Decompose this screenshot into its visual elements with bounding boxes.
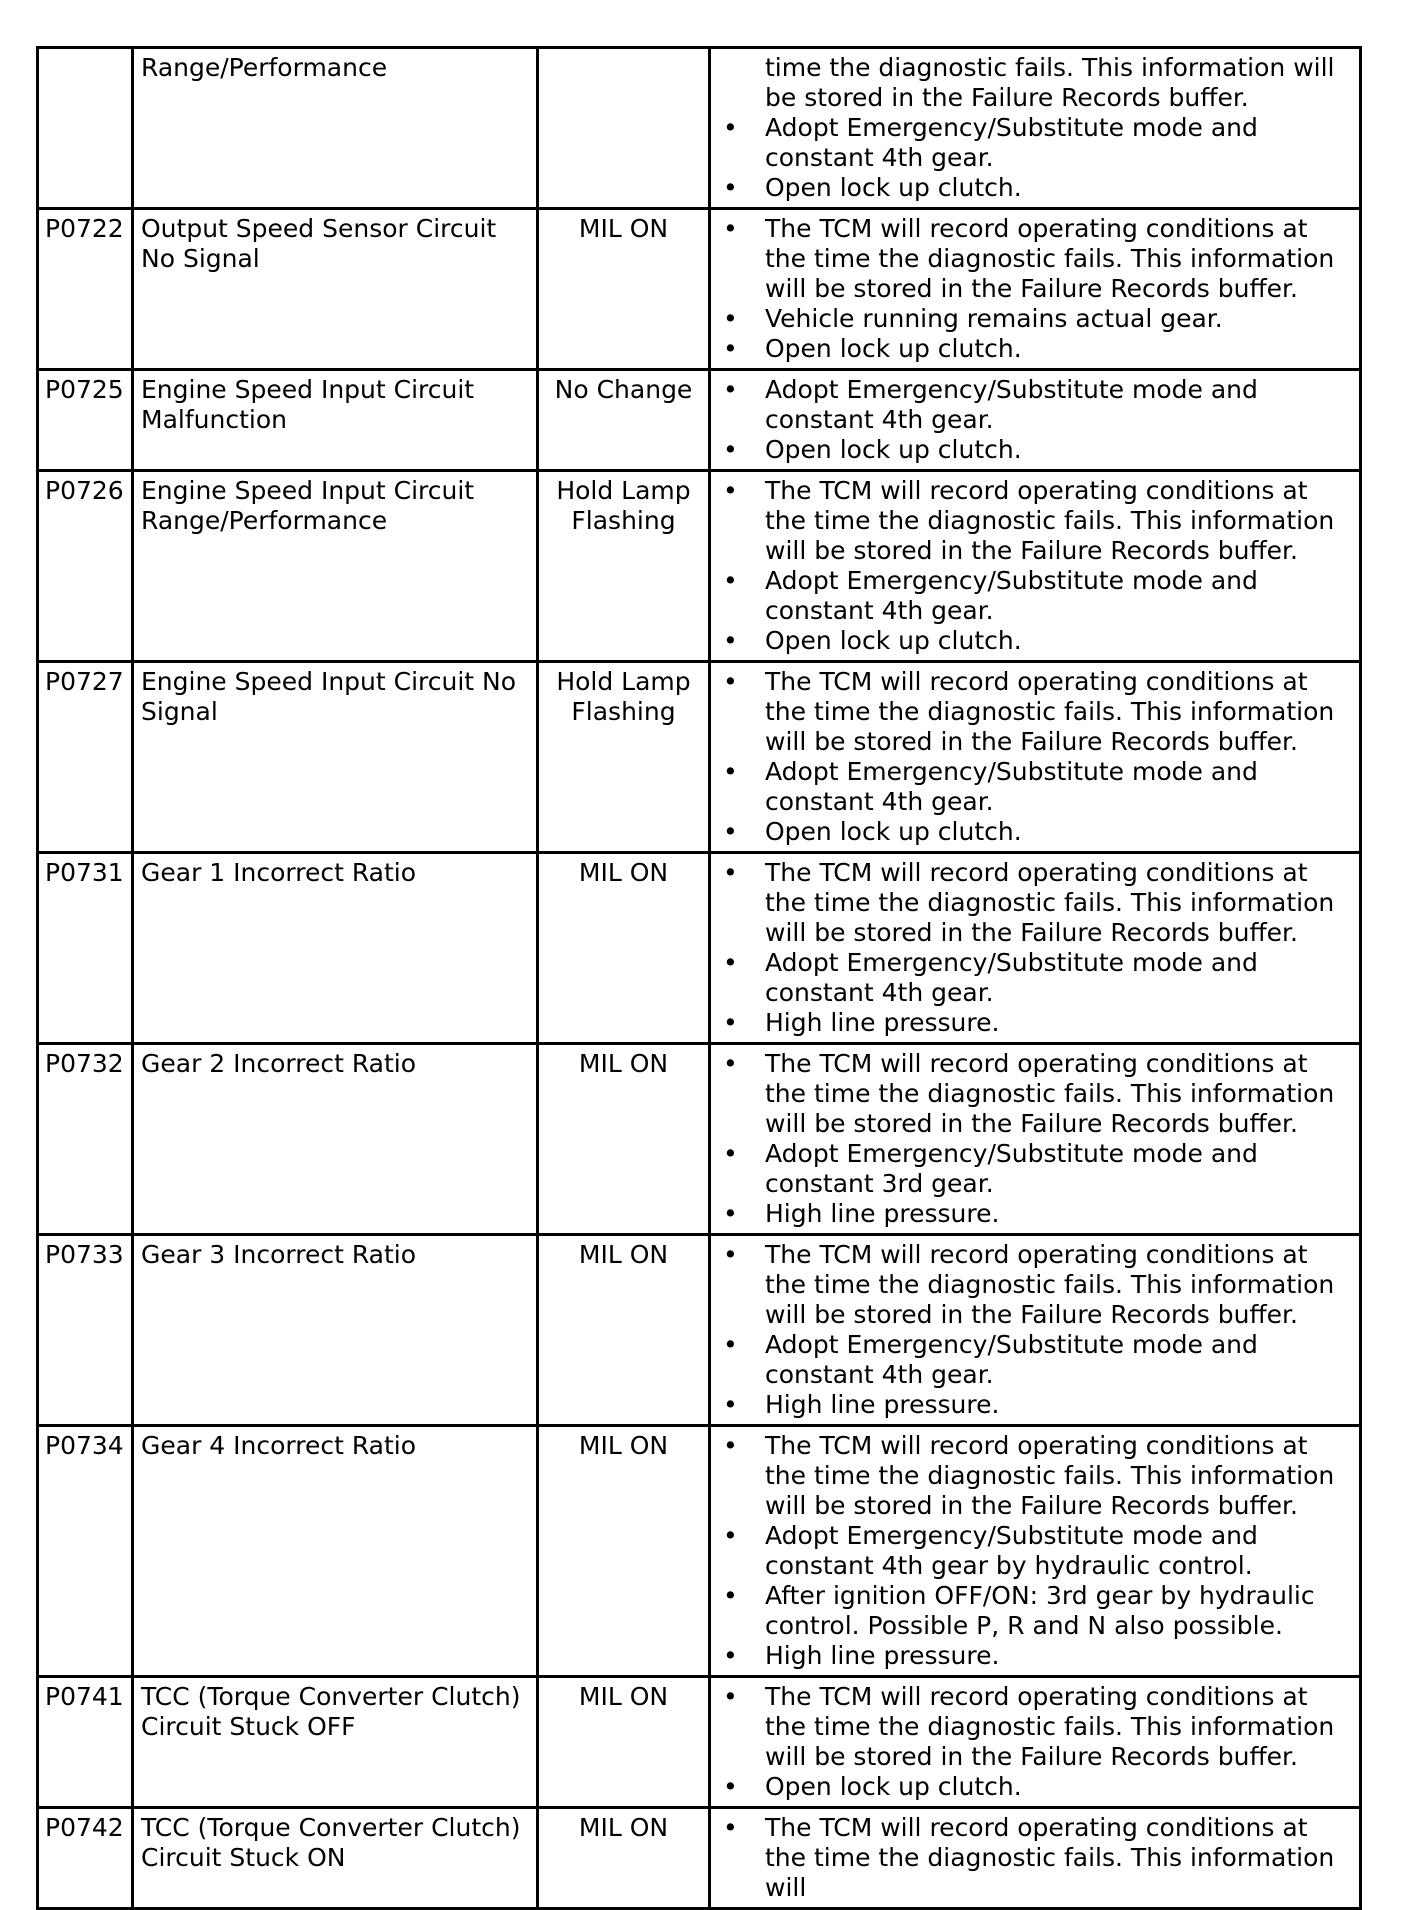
action-item: • The TCM will record operating conditions at the time the diagnostic fails. This information will be stored in the Failure Records buffer.: [719, 858, 1353, 948]
mil-status-cell: [538, 662, 710, 853]
dtc-description-cell: [133, 471, 538, 662]
dtc-description-cell: [133, 1235, 538, 1426]
action-cell: [710, 48, 1361, 209]
table-row: [38, 370, 1361, 471]
action-list: [719, 1682, 1353, 1802]
action-item: • Adopt Emergency/Substitute mode and constant 4th gear.: [719, 113, 1353, 173]
dtc-description-cell: [133, 1044, 538, 1235]
mil-status: No Change: [554, 375, 693, 404]
mil-status: MIL ON: [578, 858, 669, 887]
action-item: • High line pressure.: [719, 1390, 1353, 1420]
dtc-code-cell: [38, 1677, 133, 1808]
mil-status: MIL ON: [578, 1813, 669, 1842]
dtc-code: P0726: [45, 476, 124, 505]
dtc-description: Gear 2 Incorrect Ratio: [141, 1049, 417, 1078]
mil-status: MIL ON: [578, 1240, 669, 1269]
mil-status-cell: [538, 1044, 710, 1235]
dtc-code-cell: [38, 471, 133, 662]
mil-status-cell: [538, 48, 710, 209]
mil-status: MIL ON: [578, 1431, 669, 1460]
action-item: • Adopt Emergency/Substitute mode and constant 3rd gear.: [719, 1139, 1353, 1199]
dtc-code-cell: [38, 1808, 133, 1909]
action-list: [719, 1813, 1353, 1903]
dtc-description: Engine Speed Input Circuit No Signal: [141, 667, 517, 726]
dtc-code-cell: [38, 662, 133, 853]
dtc-code: P0733: [45, 1240, 124, 1269]
action-item: • The TCM will record operating conditions at the time the diagnostic fails. This information will: [719, 1813, 1353, 1903]
action-item: • The TCM will record operating conditions at the time the diagnostic fails. This information will be stored in the Failure Records buffer.: [719, 1682, 1353, 1772]
dtc-description: Gear 3 Incorrect Ratio: [141, 1240, 417, 1269]
dtc-table-body: [38, 48, 1361, 1909]
dtc-code: P0725: [45, 375, 124, 404]
action-item: • Open lock up clutch.: [719, 435, 1353, 465]
table-row: [38, 471, 1361, 662]
dtc-description: TCC (Torque Converter Clutch) Circuit Stuck OFF: [141, 1682, 521, 1741]
action-item: • High line pressure.: [719, 1641, 1353, 1671]
dtc-description-cell: [133, 853, 538, 1044]
action-item: • After ignition OFF/ON: 3rd gear by hydraulic control. Possible P, R and N also possible.: [719, 1581, 1353, 1641]
table-row: [38, 1677, 1361, 1808]
action-item: • Vehicle running remains actual gear.: [719, 304, 1353, 334]
table-row: [38, 662, 1361, 853]
dtc-code: P0731: [45, 858, 124, 887]
dtc-description: Gear 4 Incorrect Ratio: [141, 1431, 417, 1460]
dtc-code: P0732: [45, 1049, 124, 1078]
action-item: • Adopt Emergency/Substitute mode and constant 4th gear.: [719, 375, 1353, 435]
mil-status: MIL ON: [578, 1049, 669, 1078]
action-cell: [710, 1235, 1361, 1426]
action-list: [719, 1240, 1353, 1420]
action-item: • The TCM will record operating conditions at the time the diagnostic fails. This information will be stored in the Failure Records buffer.: [719, 476, 1353, 566]
action-item: • The TCM will record operating conditions at the time the diagnostic fails. This information will be stored in the Failure Records buffer.: [719, 1049, 1353, 1139]
dtc-code: P0734: [45, 1431, 124, 1460]
action-item: • Open lock up clutch.: [719, 817, 1353, 847]
mil-status-cell: [538, 1677, 710, 1808]
action-cell: [710, 853, 1361, 1044]
action-item: • Adopt Emergency/Substitute mode and constant 4th gear by hydraulic control.: [719, 1521, 1353, 1581]
action-list: [719, 667, 1353, 847]
mil-status: Hold Lamp Flashing: [556, 476, 691, 535]
table-row: [38, 1426, 1361, 1677]
dtc-code-cell: [38, 48, 133, 209]
action-item: • Adopt Emergency/Substitute mode and constant 4th gear.: [719, 757, 1353, 817]
action-cell: [710, 471, 1361, 662]
action-list: [719, 858, 1353, 1038]
dtc-code-cell: [38, 209, 133, 370]
table-row: [38, 853, 1361, 1044]
action-item: • Adopt Emergency/Substitute mode and constant 4th gear.: [719, 1330, 1353, 1390]
mil-status: MIL ON: [578, 214, 669, 243]
dtc-description-cell: [133, 370, 538, 471]
table-row: [38, 1044, 1361, 1235]
action-item: • The TCM will record operating conditions at the time the diagnostic fails. This information will be stored in the Failure Records buffer.: [719, 1240, 1353, 1330]
mil-status-cell: [538, 209, 710, 370]
action-item: • Adopt Emergency/Substitute mode and constant 4th gear.: [719, 948, 1353, 1008]
table-row: [38, 1235, 1361, 1426]
dtc-description-cell: [133, 662, 538, 853]
mil-status-cell: [538, 471, 710, 662]
action-list: [719, 375, 1353, 465]
action-item: • High line pressure.: [719, 1199, 1353, 1229]
dtc-description: Output Speed Sensor Circuit No Signal: [141, 214, 497, 273]
action-cell: [710, 370, 1361, 471]
dtc-code: P0727: [45, 667, 124, 696]
dtc-code-cell: [38, 1044, 133, 1235]
action-list: [719, 476, 1353, 656]
action-item: • Open lock up clutch.: [719, 626, 1353, 656]
dtc-description: TCC (Torque Converter Clutch) Circuit Stuck ON: [141, 1813, 521, 1872]
action-cell: [710, 209, 1361, 370]
dtc-description: Engine Speed Input Circuit Range/Performance: [141, 476, 475, 535]
dtc-table: [36, 46, 1362, 1910]
mil-status: MIL ON: [578, 1682, 669, 1711]
dtc-code-cell: [38, 1426, 133, 1677]
mil-status: Hold Lamp Flashing: [556, 667, 691, 726]
action-item: • Open lock up clutch.: [719, 334, 1353, 364]
action-list: [719, 1049, 1353, 1229]
dtc-code: P0722: [45, 214, 124, 243]
dtc-code-cell: [38, 370, 133, 471]
action-item: • Open lock up clutch.: [719, 173, 1353, 203]
action-item: • Open lock up clutch.: [719, 1772, 1353, 1802]
dtc-code-cell: [38, 853, 133, 1044]
action-list: [719, 1431, 1353, 1671]
action-item: • Adopt Emergency/Substitute mode and constant 4th gear.: [719, 566, 1353, 626]
table-row: [38, 209, 1361, 370]
dtc-description: Engine Speed Input Circuit Malfunction: [141, 375, 475, 434]
action-list: [719, 53, 1353, 203]
table-row: [38, 48, 1361, 209]
action-item: • High line pressure.: [719, 1008, 1353, 1038]
action-cell: [710, 1808, 1361, 1909]
mil-status-cell: [538, 1808, 710, 1909]
action-item: • The TCM will record operating conditions at the time the diagnostic fails. This information will be stored in the Failure Records buffer.: [719, 1431, 1353, 1521]
dtc-description-cell: [133, 1808, 538, 1909]
action-cell: [710, 1677, 1361, 1808]
table-row: [38, 1808, 1361, 1909]
action-cell: [710, 1044, 1361, 1235]
action-item: time the diagnostic fails. This information will be stored in the Failure Records buffer.: [765, 53, 1335, 112]
mil-status-cell: [538, 1426, 710, 1677]
dtc-description: Gear 1 Incorrect Ratio: [141, 858, 417, 887]
dtc-description: Range/Performance: [141, 53, 388, 82]
dtc-description-cell: [133, 48, 538, 209]
dtc-description-cell: [133, 209, 538, 370]
dtc-code: P0741: [45, 1682, 124, 1711]
action-item: • The TCM will record operating conditions at the time the diagnostic fails. This information will be stored in the Failure Records buffer.: [719, 214, 1353, 304]
action-list: [719, 214, 1353, 364]
dtc-code-cell: [38, 1235, 133, 1426]
action-cell: [710, 662, 1361, 853]
mil-status-cell: [538, 853, 710, 1044]
action-item: • The TCM will record operating conditions at the time the diagnostic fails. This information will be stored in the Failure Records buffer.: [719, 667, 1353, 757]
mil-status-cell: [538, 370, 710, 471]
mil-status-cell: [538, 1235, 710, 1426]
dtc-description-cell: [133, 1677, 538, 1808]
action-cell: [710, 1426, 1361, 1677]
dtc-description-cell: [133, 1426, 538, 1677]
dtc-code: P0742: [45, 1813, 124, 1842]
